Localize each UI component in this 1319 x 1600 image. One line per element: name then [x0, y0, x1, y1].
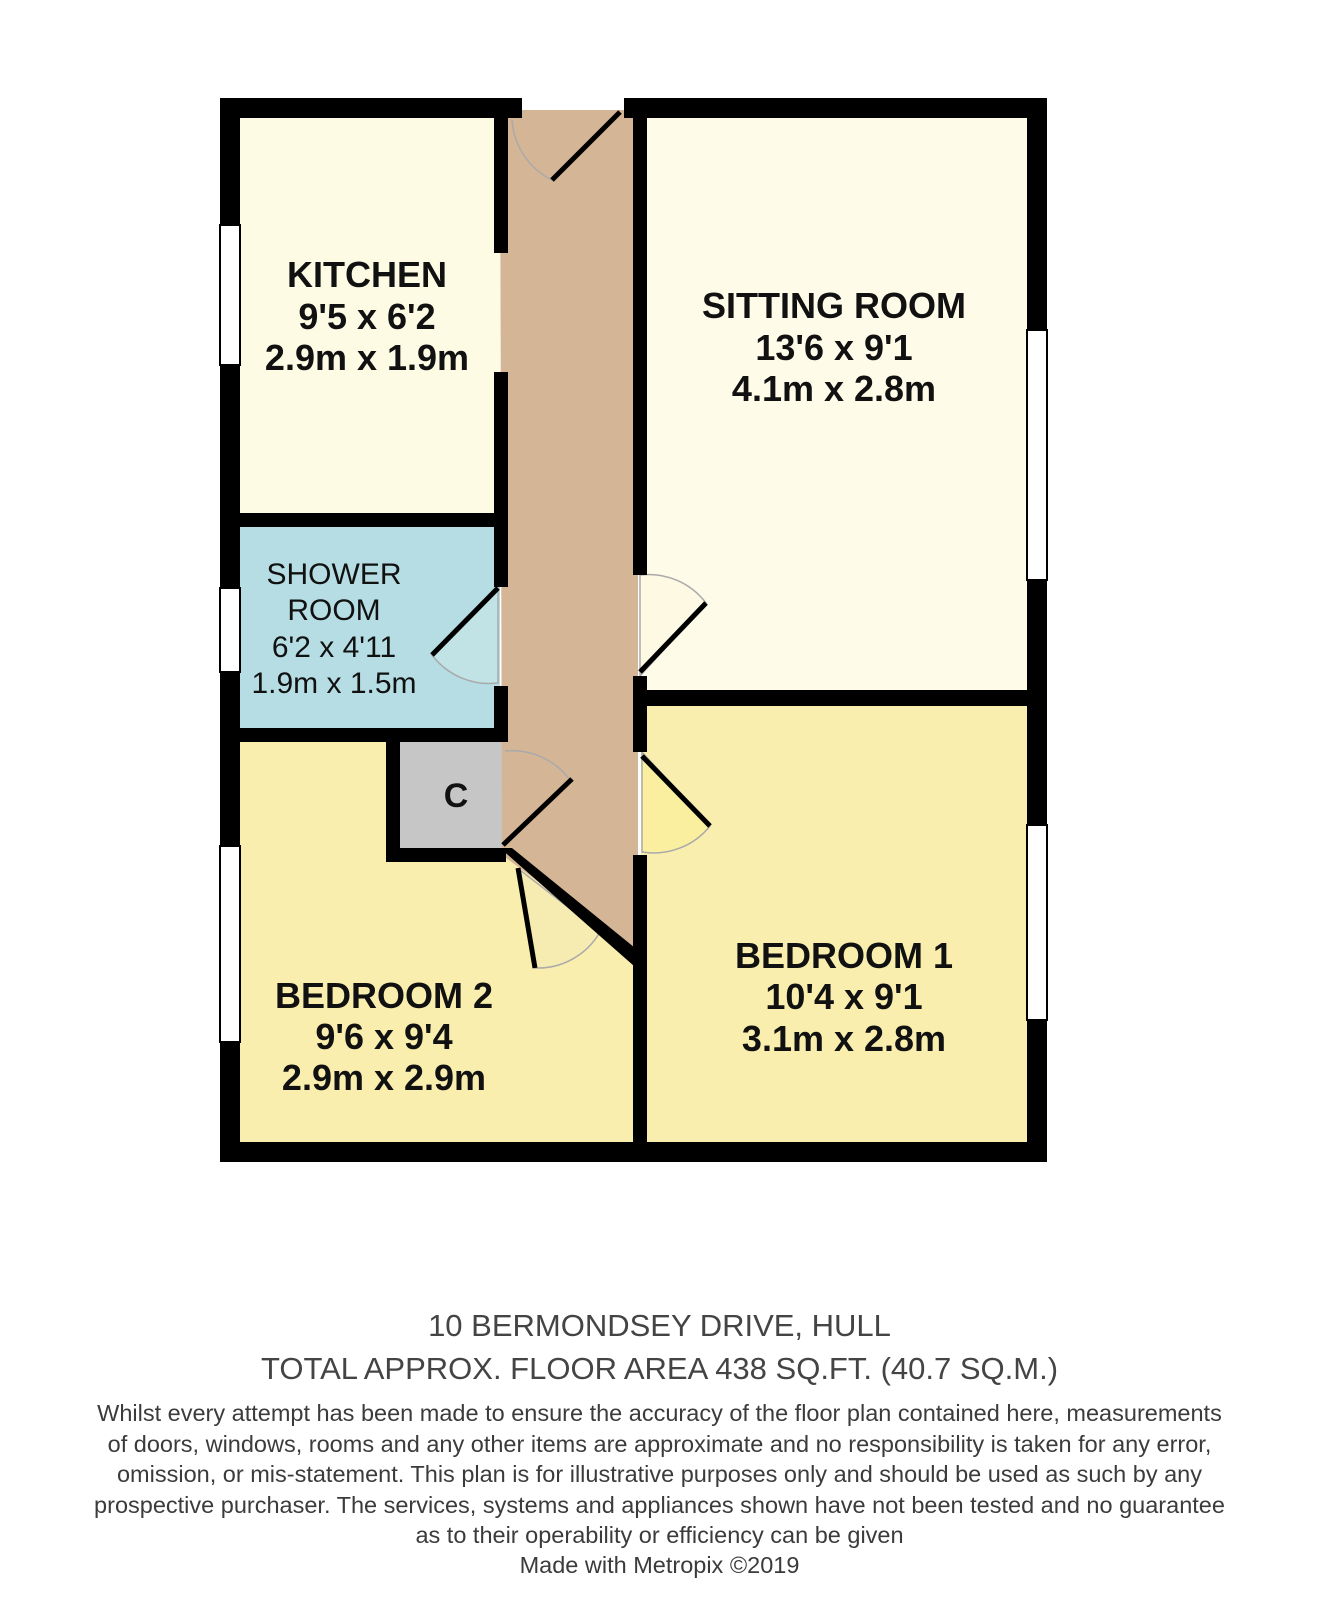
disclaimer-line: of doors, windows, rooms and any other items are approximate and no responsibility is taken for any error, — [107, 1430, 1212, 1457]
kitchen-window — [220, 225, 240, 365]
kitchen-imperial: 9'5 x 6'2 — [298, 296, 436, 337]
bedroom-1-window — [1027, 825, 1047, 1020]
kitchen-metric: 2.9m x 1.9m — [264, 337, 470, 378]
bedroom-1-imperial: 10'4 x 9'1 — [765, 976, 923, 1017]
disclaimer-line: as to their operability or efficiency can be given — [415, 1522, 904, 1548]
sitting-room-name: SITTING ROOM — [702, 285, 966, 326]
disclaimer — [0, 1398, 1319, 1551]
sitting-room-imperial: 13'6 x 9'1 — [755, 327, 913, 368]
bedroom-1-fill — [641, 700, 1039, 1146]
disclaimer-line: Whilst every attempt has been made to ensure the accuracy of the floor plan contained here, measurements — [97, 1400, 1222, 1426]
sitting-room-metric: 4.1m x 2.8m — [731, 368, 937, 409]
disclaimer-line: prospective purchaser. The services, systems and appliances shown have not been tested and no guarantee — [94, 1491, 1225, 1518]
bedroom-2-metric: 2.9m x 2.9m — [281, 1057, 487, 1098]
total-floor-area: TOTAL APPROX. FLOOR AREA 438 SQ.FT. (40.7 SQ.M.) — [260, 1351, 1059, 1386]
kitchen-name: KITCHEN — [287, 254, 447, 295]
address: 10 BERMONDSEY DRIVE, HULL — [428, 1308, 891, 1343]
bedroom-2-name: BEDROOM 2 — [274, 975, 494, 1016]
bedroom-2-window — [220, 846, 240, 1042]
bedroom-1-name: BEDROOM 1 — [734, 935, 954, 976]
cupboard-label: C — [443, 777, 469, 815]
made-with-credit: Made with Metropix ©2019 — [519, 1552, 800, 1578]
shower-room-metric: 1.9m x 1.5m — [251, 667, 417, 700]
shower-room-imperial: 6'2 x 4'11 — [271, 631, 397, 664]
shower-room-name-1: SHOWER — [266, 558, 402, 591]
shower-window — [220, 588, 240, 672]
disclaimer-line: omission, or mis-statement. This plan is for illustrative purposes only and should be used as such by any — [116, 1461, 1203, 1487]
bedroom-2-imperial: 9'6 x 9'4 — [315, 1016, 453, 1057]
bedroom-1-metric: 3.1m x 2.8m — [741, 1018, 947, 1059]
shower-room-name-2: ROOM — [287, 594, 381, 627]
bedroom-1-label — [735, 935, 953, 1059]
sitting-room-window — [1027, 330, 1047, 580]
